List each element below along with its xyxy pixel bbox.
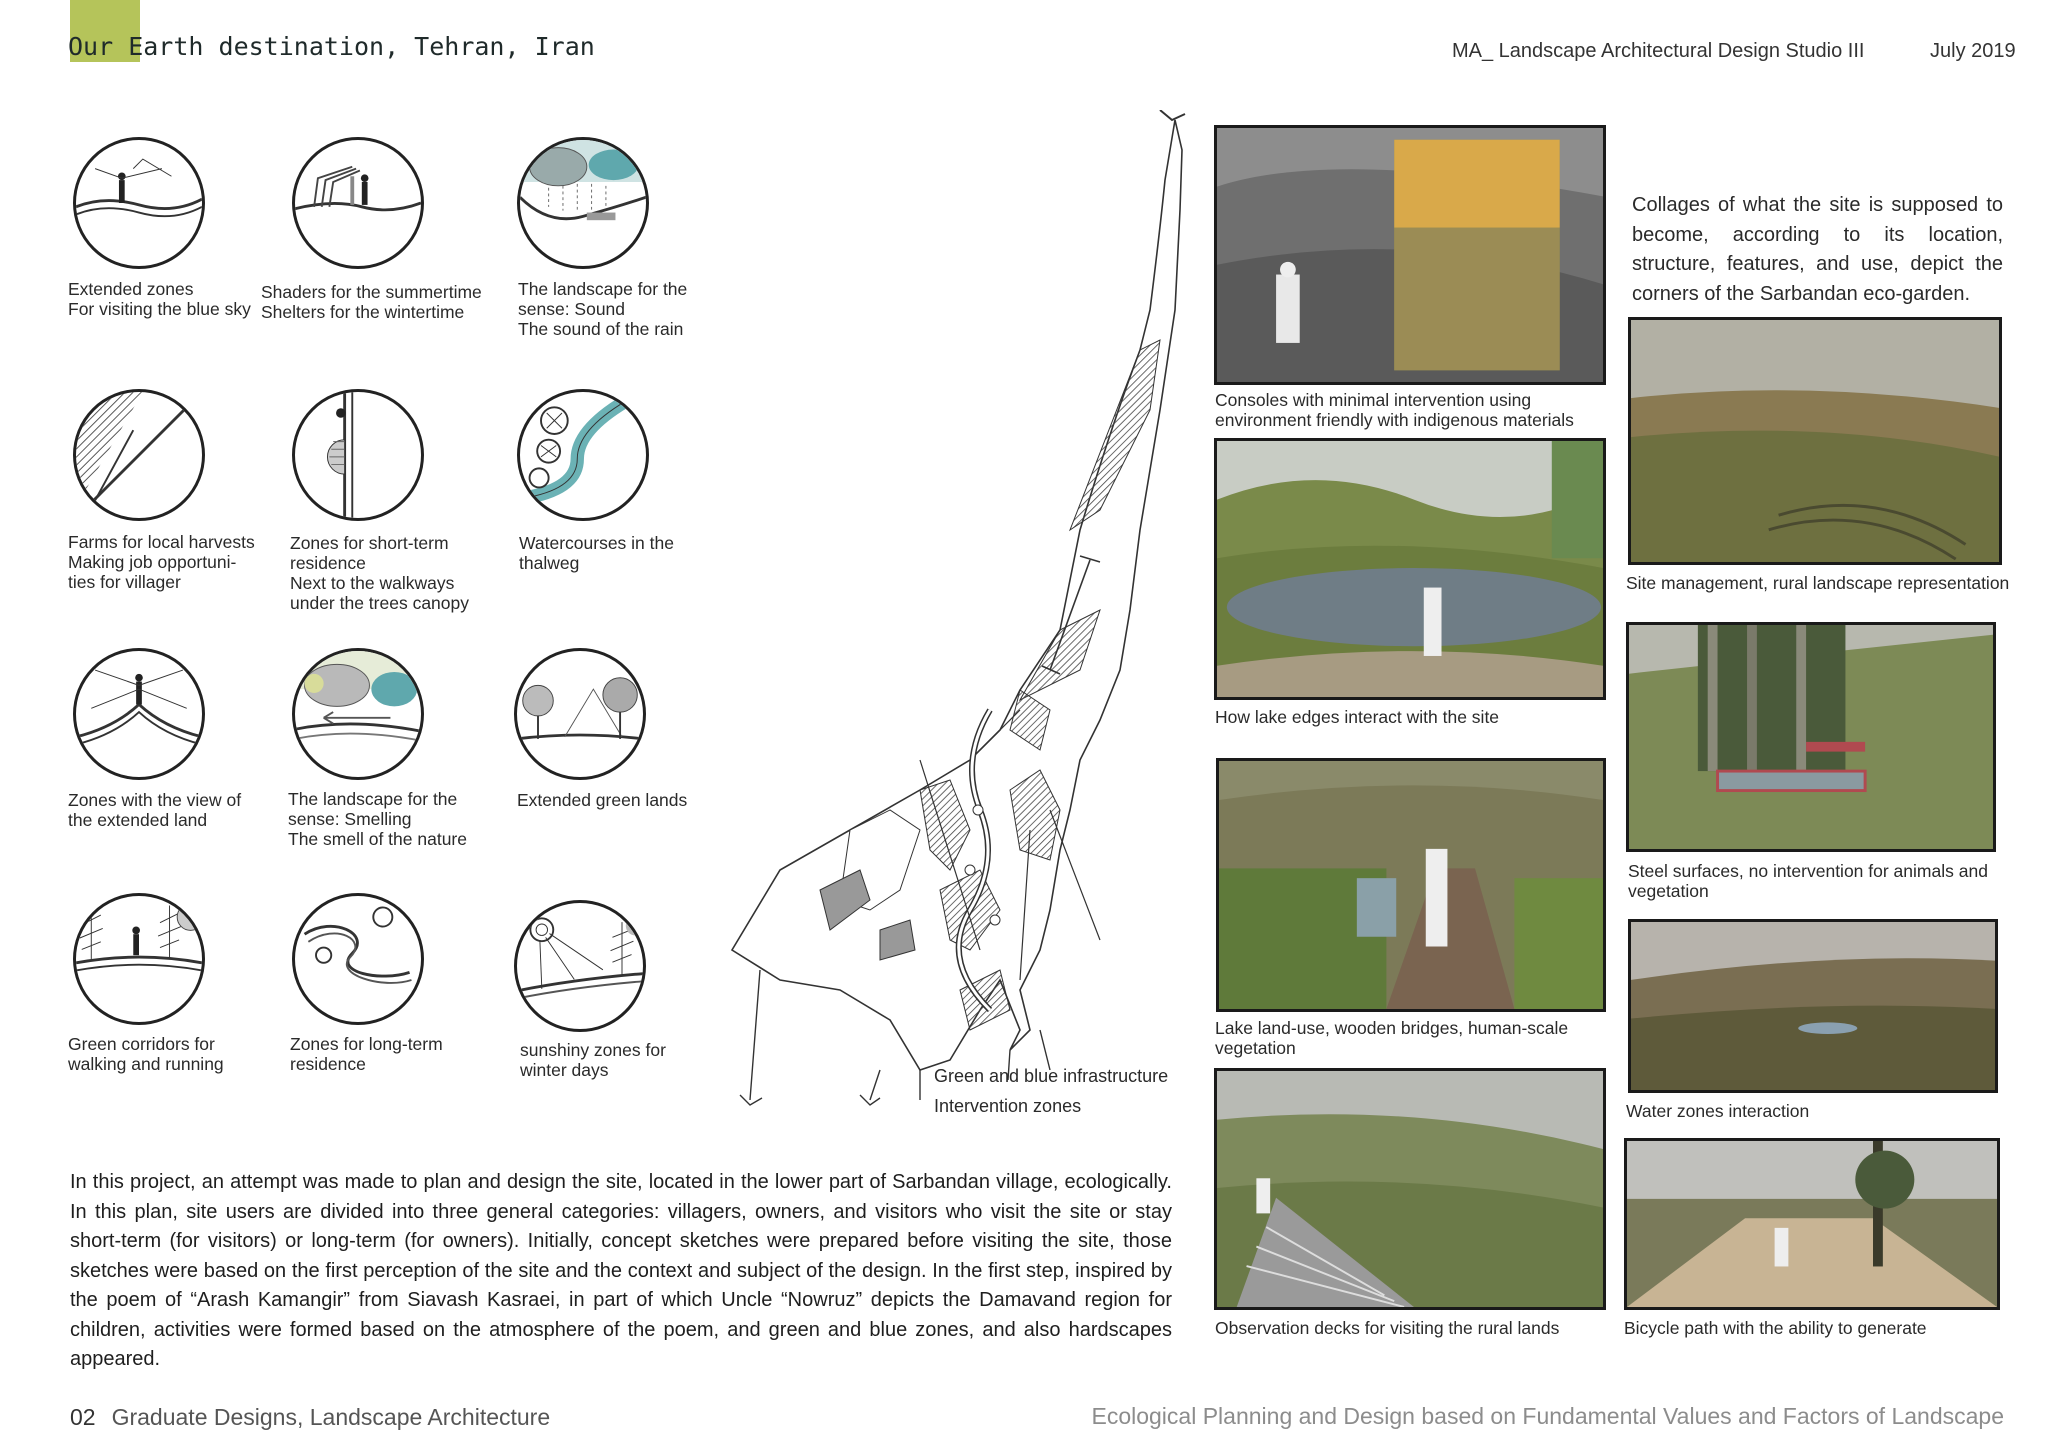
footer-project-title: Ecological Planning and Design based on Fundamental Values and Factors of Landscape <box>1091 1403 2004 1429</box>
photo-lake-edges <box>1214 438 1606 700</box>
caption-observation: Observation decks for visiting the rural lands <box>1215 1318 1560 1338</box>
watercourses-icon <box>517 389 649 521</box>
short-term-residence-caption: Zones for short-term residence Next to the walkways under the trees canopy <box>290 533 470 613</box>
caption-consoles: Consoles with minimal intervention using environment friendly with indigenous materials <box>1215 390 1574 430</box>
view-zones-caption: Zones with the view of the extended land <box>68 790 242 830</box>
project-description: In this project, an attempt was made to plan and design the site, located in the lower part of Sarbandan village, ecologically. In this plan, site users are divided into three general categories: villagers, owners, and visitors who visit the site or stay short-term (for visitors) or long-term (for owners). Initially, concept sketches were prepared before visiting the site, those sketches were based on the first perception of the site and the context and subject of the design. In the first step, inspired by the poem of “Arash Kamangir” from Siavash Kasraei, in part of which Uncle “Nowruz” depicts the Damavand region for children, activities were formed based on the atmosphere of the poem, and green and blue zones, and also hardscapes appeared. <box>70 1171 1172 1370</box>
long-term-residence-icon <box>292 893 424 1025</box>
view-zones-icon <box>73 648 205 780</box>
sunshiny-zones-caption: sunshiny zones for winter days <box>520 1040 666 1080</box>
photo-consoles <box>1214 125 1606 385</box>
caption-water-zones: Water zones interaction <box>1626 1101 1810 1121</box>
short-term-residence-icon <box>292 389 424 521</box>
farms-icon <box>73 389 205 521</box>
photo-site-management <box>1628 317 2002 565</box>
footer-section: Graduate Designs, Landscape Architecture <box>111 1404 551 1430</box>
caption-site-management: Site management, rural landscape representation <box>1626 573 2010 593</box>
footer-left <box>70 1404 550 1431</box>
long-term-residence-caption: Zones for long-term residence <box>290 1034 443 1074</box>
photo-water-zones <box>1628 919 1998 1093</box>
green-lands-icon <box>514 648 646 780</box>
photo-steel-surfaces <box>1626 622 1996 852</box>
green-corridors-caption: Green corridors for walking and running <box>68 1034 224 1074</box>
studio-label: MA_ Landscape Architectural Design Studio III <box>1452 40 1865 62</box>
collage-description: Collages of what the site is supposed to become, according to its location, structure, features, and use, depict the corners of the Sarbandan eco-garden. <box>1632 194 2003 305</box>
farms-caption: Farms for local harvests Making job opportuni- ties for villager <box>68 532 255 592</box>
photo-observation <box>1214 1068 1606 1310</box>
photo-lake-landuse <box>1216 758 1606 1012</box>
caption-bicycle-path: Bicycle path with the ability to generate <box>1624 1318 1927 1338</box>
shaders-icon <box>292 137 424 269</box>
caption-lake-landuse: Lake land-use, wooden bridges, human-scale vegetation <box>1215 1018 1569 1058</box>
sound-landscape-caption: The landscape for the sense: Sound The sound of the rain <box>518 279 688 339</box>
green-lands-caption: Extended green lands <box>517 790 688 810</box>
watercourses-caption: Watercourses in the thalweg <box>519 533 674 573</box>
green-corridors-icon <box>73 893 205 1025</box>
sound-landscape-icon <box>517 137 649 269</box>
smell-landscape-caption: The landscape for the sense: Smelling The smell of the nature <box>288 789 467 849</box>
shaders-caption: Shaders for the summertime Shelters for the wintertime <box>261 282 482 322</box>
caption-lake-edges: How lake edges interact with the site <box>1215 707 1500 727</box>
page-number: 02 <box>70 1404 96 1430</box>
caption-steel-surfaces: Steel surfaces, no intervention for animals and vegetation <box>1628 861 1988 901</box>
extended-zones-caption: Extended zones For visiting the blue sky <box>68 279 251 319</box>
photo-bicycle-path <box>1624 1138 2000 1310</box>
date-label: July 2019 <box>1930 40 2016 62</box>
page-title: Our Earth destination, Tehran, Iran <box>68 32 595 61</box>
extended-zones-icon <box>73 137 205 269</box>
site-plan-drawing <box>720 110 1190 1120</box>
sunshiny-zones-icon <box>514 900 646 1032</box>
legend-green-blue: Green and blue infrastructure <box>934 1066 1169 1086</box>
smell-landscape-icon <box>292 648 424 780</box>
legend-intervention: Intervention zones <box>934 1096 1082 1116</box>
